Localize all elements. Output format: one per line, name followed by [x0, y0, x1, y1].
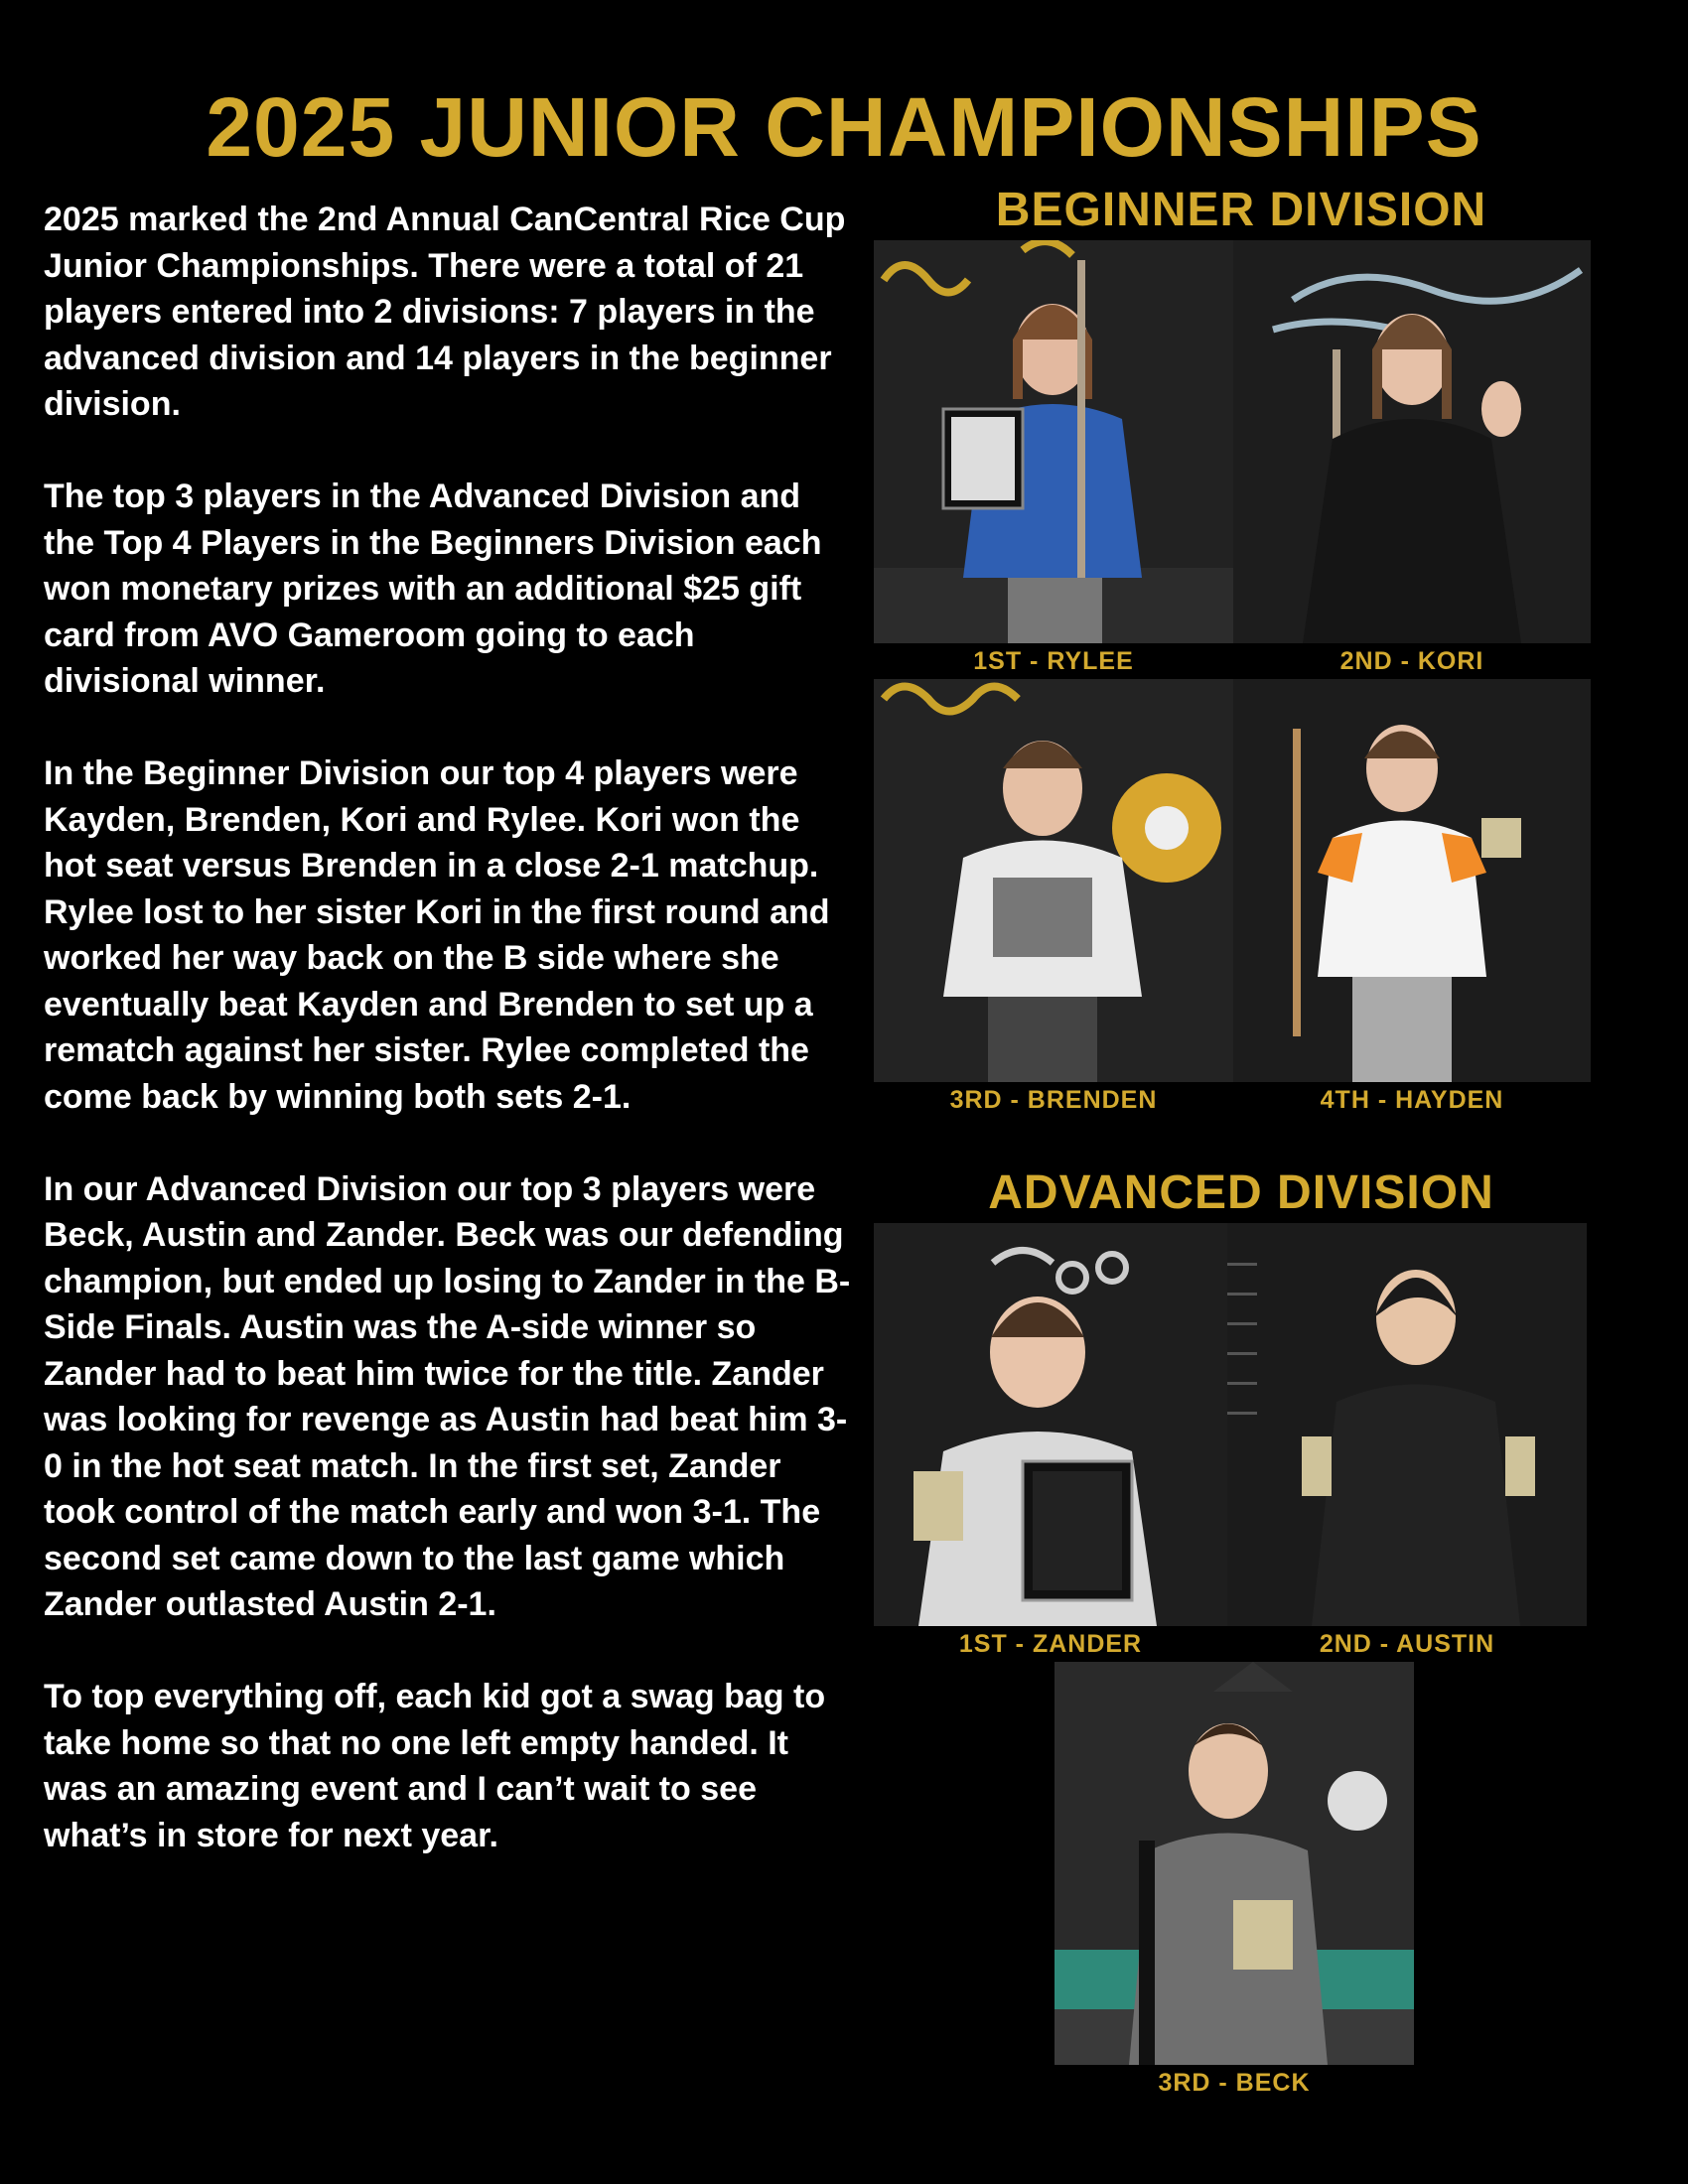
paragraph-closing: To top everything off, each kid got a swag bag to take home so that no one left empty handed. It was an amazing event and I can’t wait to see what’s in store for next year.	[44, 1678, 826, 1854]
photo-zander	[874, 1223, 1227, 1626]
photo-brenden	[874, 679, 1233, 1082]
photo-austin	[1227, 1223, 1587, 1626]
photo-hayden	[1233, 679, 1591, 1082]
caption-advanced-3rd: 3RD - BECK	[1158, 2069, 1311, 2097]
paragraph-intro: 2025 marked the 2nd Annual CanCentral Rice Cup Junior Championships. There were a total of 21 players entered into 2 divisions: 7 players in the advanced division and 14 players in the beginner division.	[44, 201, 846, 423]
paragraph-prizes: The top 3 players in the Advanced Division and the Top 4 Players in the Beginners Division each won monetary prizes with an additional $25 gift card from AVO Gameroom going to each divisional winner.	[44, 478, 822, 700]
photo-beck	[1055, 1662, 1414, 2065]
advanced-division-heading: ADVANCED DIVISION	[988, 1166, 1494, 1219]
caption-beginner-3rd: 3RD - BRENDEN	[949, 1086, 1158, 1114]
caption-beginner-1st: 1ST - RYLEE	[973, 647, 1134, 675]
article-body	[44, 197, 858, 1858]
caption-advanced-2nd: 2ND - AUSTIN	[1319, 1630, 1495, 1658]
caption-beginner-4th: 4TH - HAYDEN	[1320, 1086, 1504, 1114]
paragraph-beginner-recap: In the Beginner Division our top 4 players were Kayden, Brenden, Kori and Rylee. Kori won the hot seat versus Brenden in a close 2-1 matchup. Rylee lost to her sister Kori in the first round and worked her way back on the B side where she eventually beat Kayden and Brenden to set up a rematch against her sister. Rylee completed the come back by winning both sets 2-1.	[44, 754, 830, 1116]
beginner-division-heading: BEGINNER DIVISION	[995, 184, 1487, 236]
paragraph-advanced-recap: In our Advanced Division our top 3 players were Beck, Austin and Zander. Beck was our defending champion, but ended up losing to Zander in the B-Side Finals. Austin was the A-side winner so Zander had to beat him twice for the title. Zander was looking for revenge as Austin had beat him 3-0 in the hot seat match. In the first set, Zander took control of the match early and won 3-1. The second set came down to the last game which Zander outlasted Austin 2-1.	[44, 1169, 851, 1623]
page-title: 2025 JUNIOR CHAMPIONSHIPS	[206, 80, 1482, 174]
caption-beginner-2nd: 2ND - KORI	[1339, 647, 1484, 675]
photo-rylee	[874, 240, 1233, 643]
photo-kori	[1233, 240, 1591, 643]
caption-advanced-1st: 1ST - ZANDER	[958, 1630, 1143, 1658]
